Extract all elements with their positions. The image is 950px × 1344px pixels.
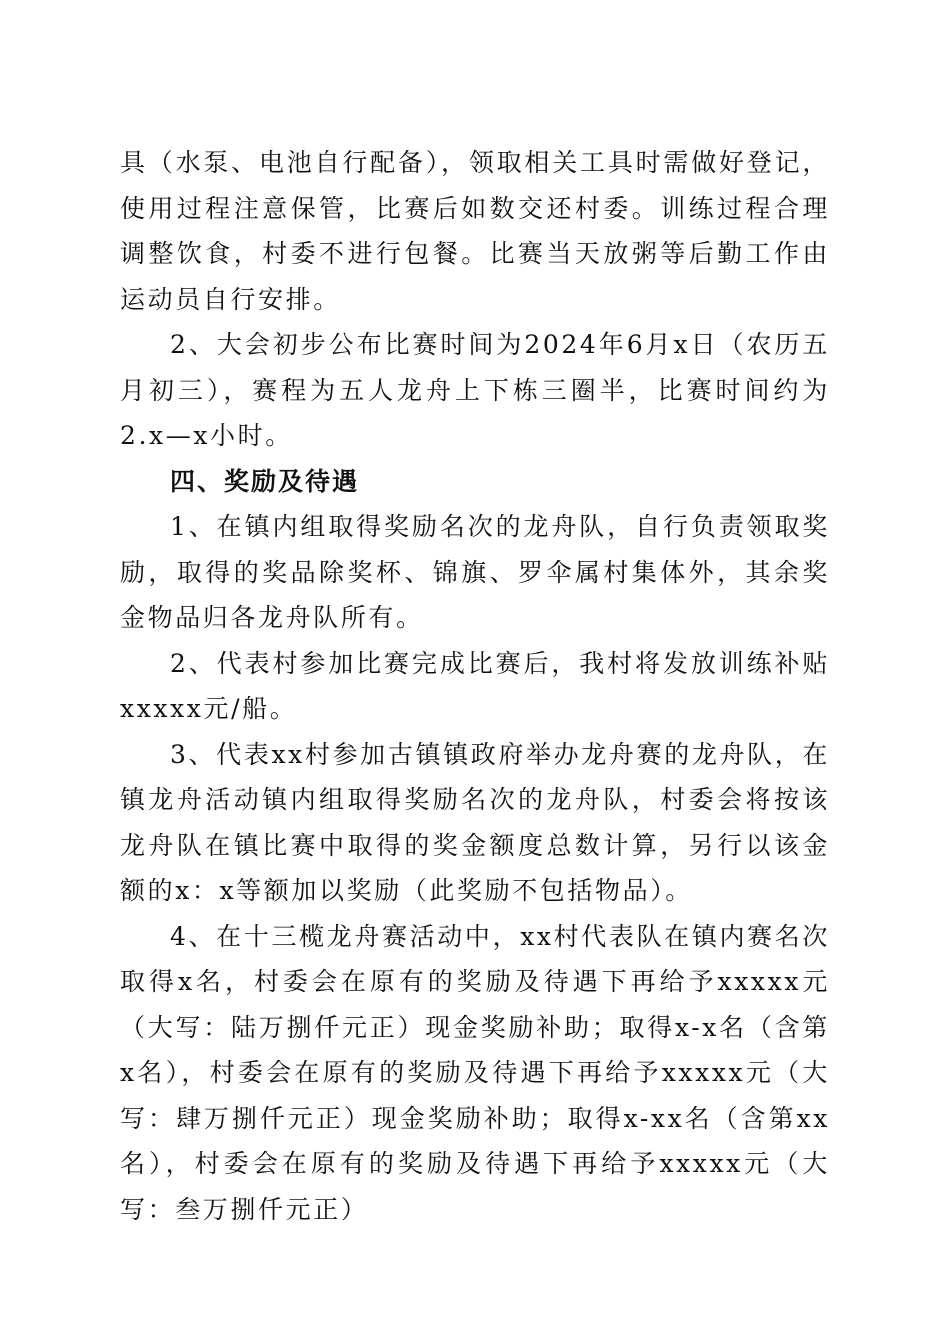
paragraph-reward-3: 3、代表xx村参加古镇镇政府举办龙舟赛的龙舟队，在镇龙舟活动镇内组取得奖励名次的龙舟队，村委会将按该龙舟队在镇比赛中取得的奖金额度总数计算，另行以该金额的x：x等额加以奖励（此奖励不包括物品）。 xyxy=(120,739,830,905)
paragraph-reward-1: 1、在镇内组取得奖励名次的龙舟队，自行负责领取奖励，取得的奖品除奖杯、锦旗、罗伞属村集体外，其余奖金物品归各龙舟队所有。 xyxy=(120,512,830,632)
paragraph-continued-tools: 具（水泵、电池自行配备），领取相关工具时需做好登记，使用过程注意保管，比赛后如数交还村委。训练过程合理调整饮食，村委不进行包餐。比赛当天放粥等后勤工作由运动员自行安排。 xyxy=(120,148,830,314)
section-heading-rewards: 四、奖励及待遇 xyxy=(170,466,360,496)
document-body xyxy=(120,140,830,1232)
paragraph-reward-2: 2、代表村参加比赛完成比赛后，我村将发放训练补贴xxxxx元/船。 xyxy=(120,648,830,723)
paragraph-race-time: 2、大会初步公布比赛时间为2024年6月x日（农历五月初三），赛程为五人龙舟上下栋三圈半，比赛时间约为2.x—x小时。 xyxy=(120,330,830,450)
paragraph-reward-4: 4、在十三榄龙舟赛活动中，xx村代表队在镇内赛名次取得x名，村委会在原有的奖励及待遇下再给予xxxxx元（大写：陆万捌仟元正）现金奖励补助；取得x-x名（含第x名），村委会在原有的奖励及待遇下再给予xxxxx元（大写：肆万捌仟元正）现金奖励补助；取得x-xx名（含第xx名），村委会在原有的奖励及待遇下再给予xxxxx元（大写：叁万捌仟元正） xyxy=(120,921,830,1224)
